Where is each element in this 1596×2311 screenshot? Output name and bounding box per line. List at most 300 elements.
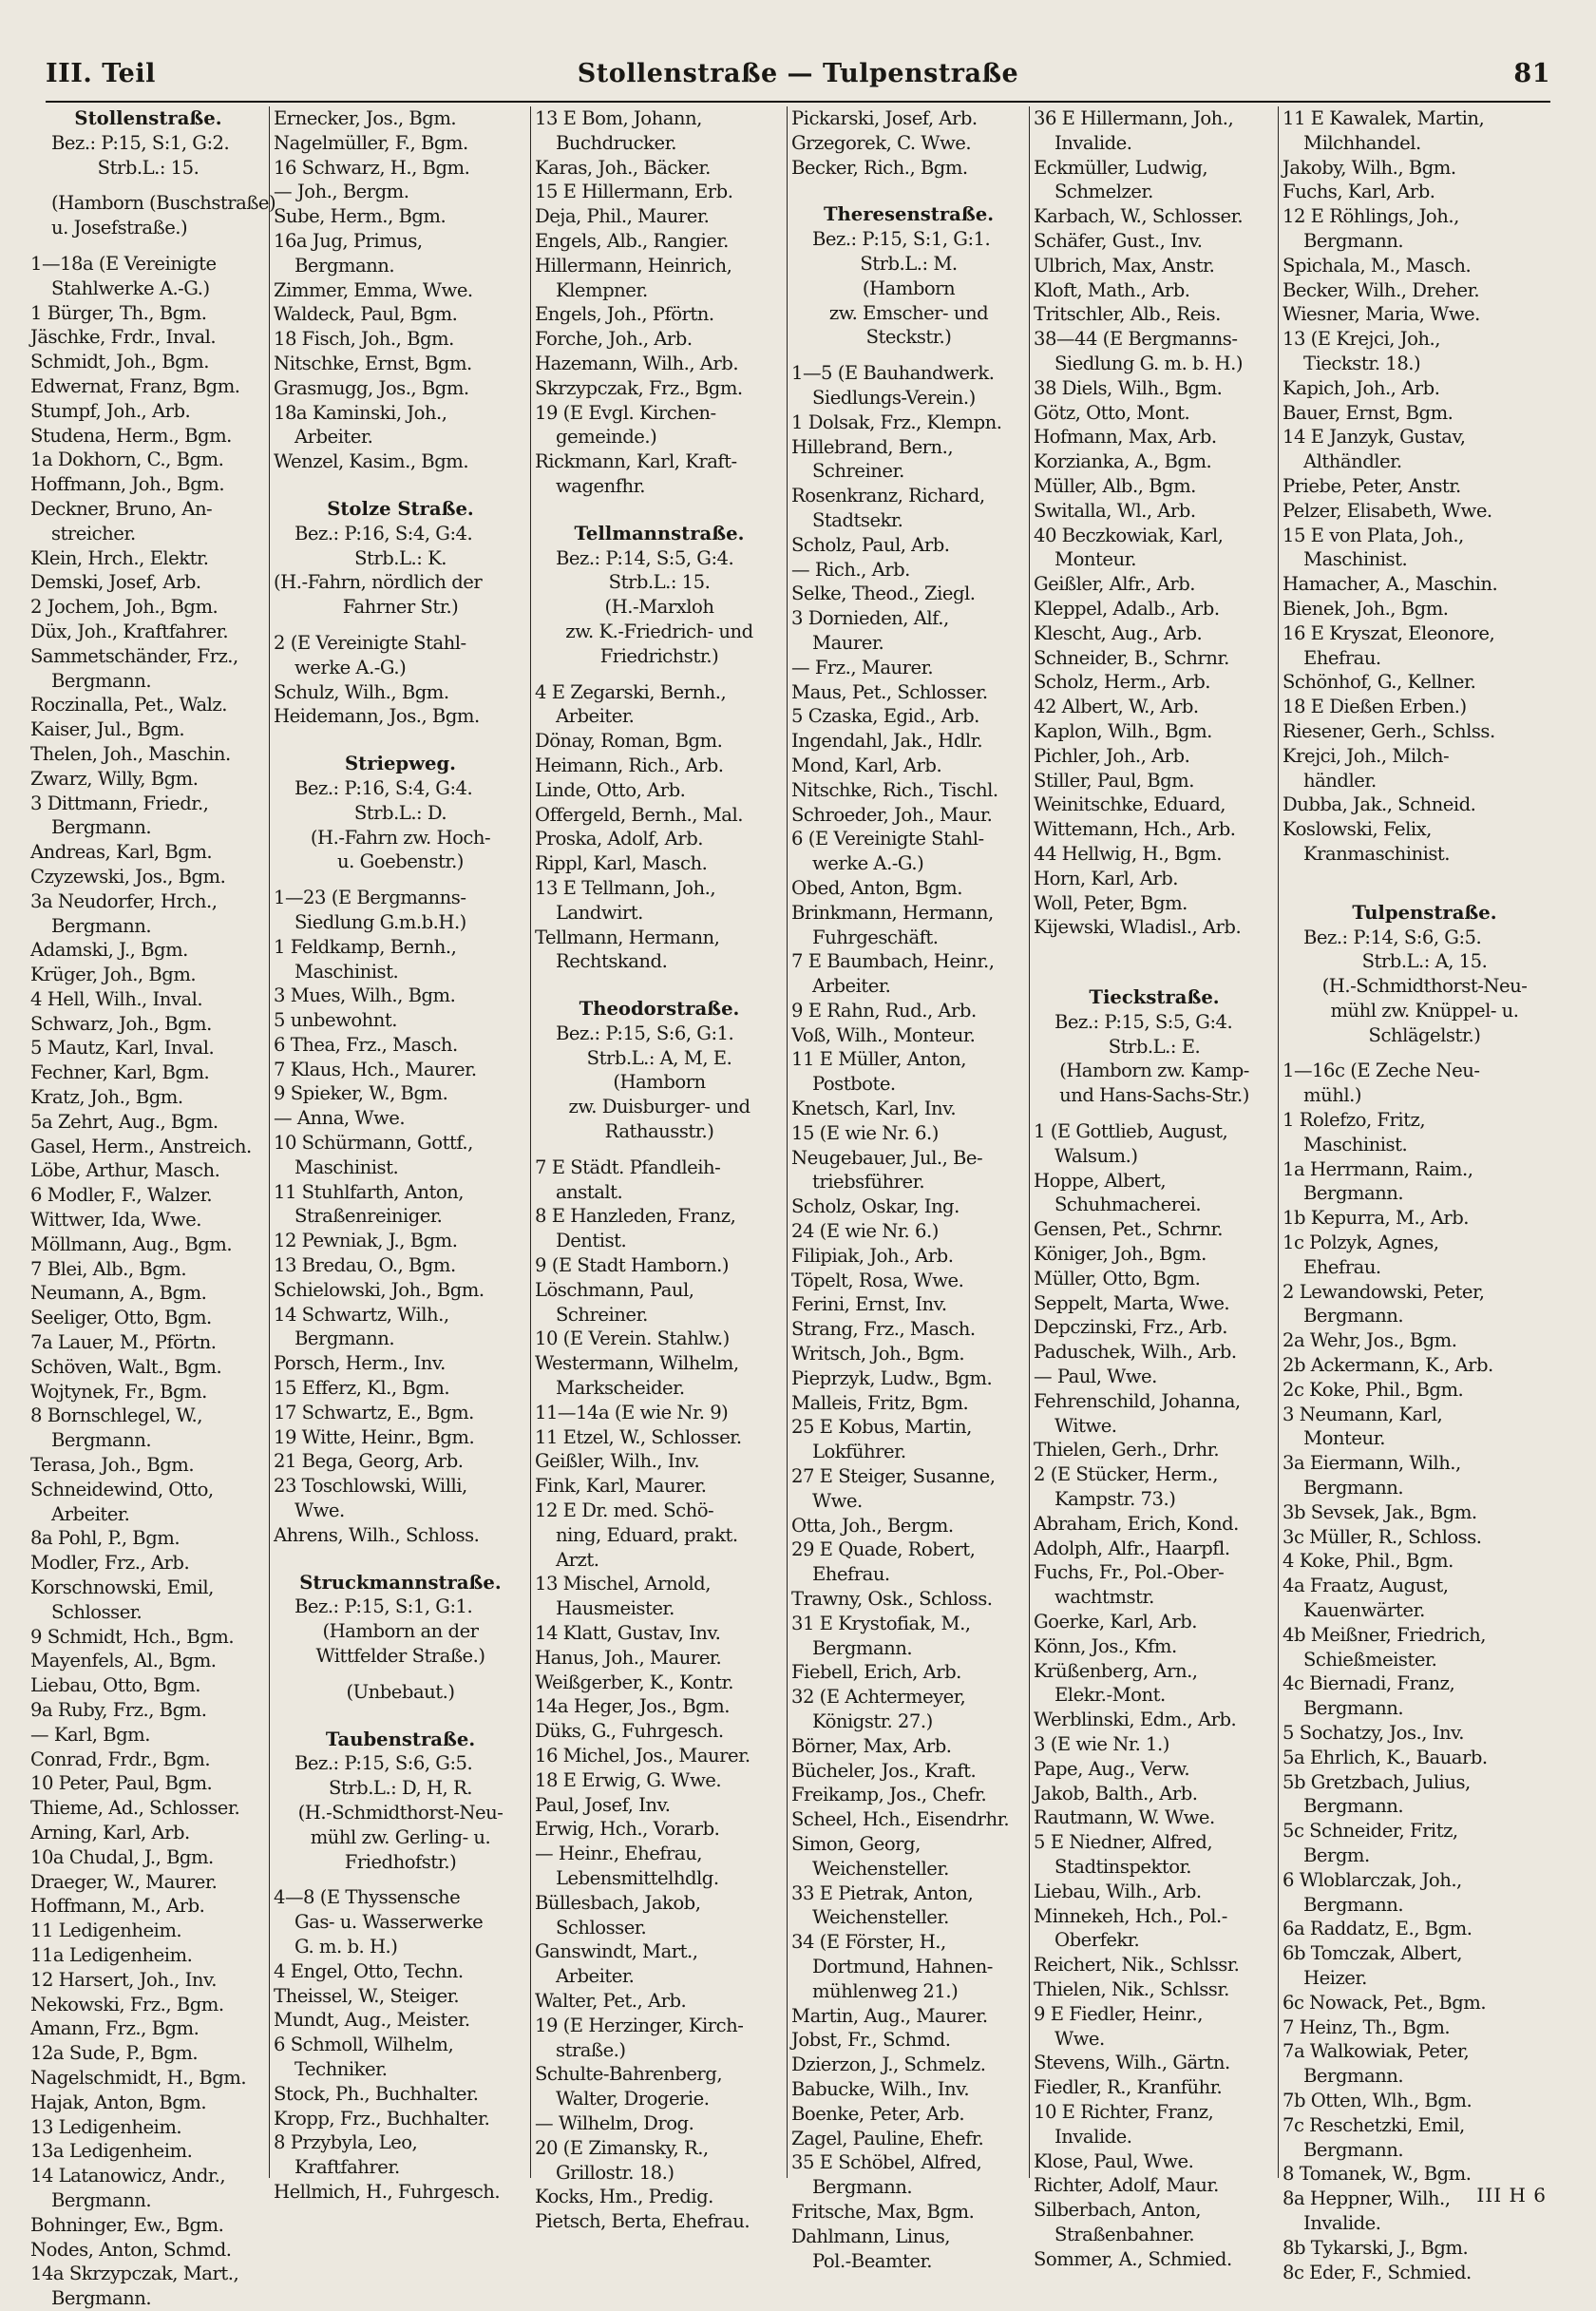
spacer xyxy=(1282,878,1567,889)
entry-line: 8 Bornschlegel, W., xyxy=(30,1404,202,1427)
spacer xyxy=(1034,951,1275,963)
entry-line: 9a Ruby, Frz., Bgm. xyxy=(30,1699,207,1721)
entry-line: Bez.: P:15, S:6, G:1. xyxy=(556,1022,734,1044)
entry-line: Forche, Joh., Arb. xyxy=(535,328,693,351)
page-header xyxy=(46,57,1550,99)
entry-line: 1—5 (E Bauhandwerk. xyxy=(791,362,995,385)
entry-line: Schöven, Walt., Bgm. xyxy=(30,1355,222,1378)
entry-line: 25 E Kobus, Martin, xyxy=(791,1416,972,1439)
entry-line: Depczinski, Frz., Arb. xyxy=(1034,1316,1227,1339)
entry-line: (H.-Fahrn zw. Hoch- xyxy=(310,826,491,849)
entry-line: zw. Emscher- und xyxy=(828,301,989,324)
entry-line: Hoppe, Albert, xyxy=(1034,1169,1167,1192)
entry-line: Löbe, Arthur, Masch. xyxy=(30,1159,220,1182)
entry-line: 1a Herrmann, Raim., xyxy=(1282,1157,1473,1180)
entry-line: Ferini, Ernst, Inv. xyxy=(791,1293,947,1316)
entry-line: 13 Bredau, O., Bgm. xyxy=(274,1254,456,1277)
entry-line: Bez.: P:16, S:4, G:4. xyxy=(294,522,473,544)
entry-line: (Hamborn xyxy=(862,277,956,299)
entry-line: werke A.-G.) xyxy=(294,656,407,678)
entry-line: Wwe. xyxy=(1054,2027,1105,2050)
entry-line: Schlosser. xyxy=(556,1916,647,1939)
entry-line: 5a Zehrt, Aug., Bgm. xyxy=(30,1110,218,1133)
entry-line: Reichert, Nik., Schlssr. xyxy=(1034,1954,1240,1977)
entry-line: Adamski, J., Bgm. xyxy=(30,939,188,962)
entry-line: 4 Engel, Otto, Techn. xyxy=(274,1959,464,1982)
entry-line: 12 Harsert, Joh., Inv. xyxy=(30,1968,217,1991)
entry-line: Kranmaschinist. xyxy=(1303,842,1451,865)
entry-line: 9 E Fiedler, Heinr., xyxy=(1034,2002,1203,2025)
entry-line: Karbach, W., Schlosser. xyxy=(1034,205,1244,228)
entry-line: Ahrens, Wilh., Schloss. xyxy=(274,1523,480,1546)
entry-line: Strb.L.: D, H, R. xyxy=(329,1777,472,1800)
entry-line: Filipiak, Joh., Arb. xyxy=(791,1244,954,1267)
entry-line: — Karl, Bgm. xyxy=(30,1723,150,1746)
entry-line: Maurer. xyxy=(812,631,884,654)
entry-line: Wenzel, Kasim., Bgm. xyxy=(274,450,469,473)
entry-line: Roczinalla, Pet., Walz. xyxy=(30,694,227,716)
entry-line: u. Goebenstr.) xyxy=(337,850,464,873)
entry-line: Weichensteller. xyxy=(812,1906,949,1929)
entry-line: Selke, Theod., Ziegl. xyxy=(791,583,976,605)
entry-line: 20 (E Zimansky, R., xyxy=(535,2136,709,2159)
entry-line: Linde, Otto, Arb. xyxy=(535,778,686,801)
entry-line: Babucke, Wilh., Inv. xyxy=(791,2077,970,2100)
entry-line: Bohninger, Ew., Bgm. xyxy=(30,2213,224,2236)
entry-line: 11 E Müller, Anton, xyxy=(791,1048,966,1071)
entry-line: 2 (E Vereinigte Stahl- xyxy=(274,631,466,654)
entry-line: Simon, Georg, xyxy=(791,1832,921,1855)
entry-line: 4 Hell, Wilh., Inval. xyxy=(30,987,203,1010)
entry-line: 44 Hellwig, H., Bgm. xyxy=(1034,842,1222,865)
entry-line: Arbeiter. xyxy=(51,1502,130,1525)
entry-line: Bergmann. xyxy=(1303,1697,1404,1720)
entry-line: 7a Lauer, M., Pförtn. xyxy=(30,1331,217,1354)
entry-line: Scheel, Hch., Eisendrhr. xyxy=(791,1808,1010,1831)
entry-line: 6b Tomczak, Albert, xyxy=(1282,1942,1462,1965)
entry-line: 2 Jochem, Joh., Bgm. xyxy=(30,596,218,619)
entry-line: Riesener, Gerh., Schlss. xyxy=(1282,719,1495,742)
entry-line: 3 Dittmann, Friedr., xyxy=(30,792,209,814)
entry-line: — Rich., Arb. xyxy=(791,558,910,581)
entry-line: Wittwer, Ida, Wwe. xyxy=(30,1209,202,1232)
entry-line: Friedrichstr.) xyxy=(599,644,719,667)
entry-line: — Anna, Wwe. xyxy=(274,1107,406,1130)
entry-line: Sommer, A., Schmied. xyxy=(1034,2247,1232,2270)
entry-line: Bergmann. xyxy=(1303,2138,1404,2161)
entry-line: Krüger, Joh., Bgm. xyxy=(30,964,197,986)
street-heading: Tieckstraße. xyxy=(1089,986,1220,1009)
entry-line: Arbeiter. xyxy=(812,975,891,998)
entry-line: Bez.: P:16, S:4, G:4. xyxy=(294,776,473,799)
entry-line: Nitschke, Ernst, Bgm. xyxy=(274,352,472,374)
entry-line: 2 Lewandowski, Peter, xyxy=(1282,1280,1485,1303)
entry-line: 1 Bürger, Th., Bgm. xyxy=(30,301,207,324)
street-heading: Theodorstraße. xyxy=(579,998,740,1021)
entry-line: Jakoby, Wilh., Bgm. xyxy=(1282,156,1456,179)
entry-line: Studena, Herm., Bgm. xyxy=(30,424,232,447)
entry-line: Silberbach, Anton, xyxy=(1034,2199,1202,2222)
entry-line: 16 Michel, Jos., Maurer. xyxy=(535,1745,750,1767)
entry-line: Witwe. xyxy=(1054,1414,1117,1437)
entry-line: Maschinist. xyxy=(1303,1133,1408,1156)
entry-line: Walter, Pet., Arb. xyxy=(535,1989,687,2012)
entry-line: mühl.) xyxy=(1303,1084,1361,1107)
entry-line: Nekowski, Frz., Bgm. xyxy=(30,1993,224,2015)
entry-line: Strb.L.: A, M, E. xyxy=(586,1046,732,1069)
entry-line: Schielowski, Joh., Bgm. xyxy=(274,1278,484,1301)
entry-line: Sammetschänder, Frz., xyxy=(30,644,238,667)
entry-line: Zagel, Pauline, Ehefr. xyxy=(791,2127,984,2149)
entry-line: Strb.L.: 15. xyxy=(608,571,711,594)
entry-line: (Hamborn zw. Kamp- xyxy=(1059,1060,1249,1082)
spacer xyxy=(274,874,527,886)
entry-line: (Hamborn xyxy=(613,1071,706,1094)
entry-line: Bez.: P:15, S:5, G:4. xyxy=(1054,1010,1233,1033)
entry-line: — Wilhelm, Drog. xyxy=(535,2111,694,2134)
entry-line: Hajak, Anton, Bgm. xyxy=(30,2091,207,2113)
entry-line: Fahrner Str.) xyxy=(342,596,459,619)
entry-line: Straßenreiniger. xyxy=(294,1205,443,1228)
entry-line: Bienek, Joh., Bgm. xyxy=(1282,597,1449,620)
entry-line: — Paul, Wwe. xyxy=(1034,1366,1157,1388)
entry-line: Börner, Max, Arb. xyxy=(791,1734,952,1757)
entry-line: Stadtinspektor. xyxy=(1054,1855,1191,1878)
entry-line: Lokführer. xyxy=(812,1441,906,1463)
spacer xyxy=(274,729,527,740)
entry-line: gemeinde.) xyxy=(556,426,657,449)
entry-line: Horn, Karl, Arb. xyxy=(1034,867,1179,889)
entry-line: 14a Skrzypczak, Mart., xyxy=(30,2263,239,2285)
entry-line: Bergmann. xyxy=(294,1327,395,1350)
entry-line: Löschmann, Paul, xyxy=(535,1278,694,1301)
entry-line: Seppelt, Marta, Wwe. xyxy=(1034,1291,1230,1314)
entry-line: 17 Schwartz, E., Bgm. xyxy=(274,1401,474,1423)
directory-column xyxy=(1029,106,1278,2270)
entry-line: und Hans-Sachs-Str.) xyxy=(1059,1084,1249,1107)
spacer xyxy=(274,620,527,631)
entry-line: 7b Otten, Wlh., Bgm. xyxy=(1282,2089,1472,2111)
entry-line: 5a Ehrlich, K., Bauarb. xyxy=(1282,1746,1488,1768)
entry-line: Rathausstr.) xyxy=(604,1120,714,1143)
entry-line: 6 Modler, F., Walzer. xyxy=(30,1184,213,1207)
entry-line: Möllmann, Aug., Bgm. xyxy=(30,1232,233,1255)
entry-line: Bergmann. xyxy=(1303,2065,1404,2088)
entry-line: Bergmann. xyxy=(812,1636,913,1659)
entry-line: Rechtskand. xyxy=(556,950,668,973)
street-heading: Striepweg. xyxy=(345,753,456,775)
entry-line: 13 Mischel, Arnold, xyxy=(535,1573,711,1595)
spacer xyxy=(274,740,527,752)
entry-line: Scholz, Paul, Arb. xyxy=(791,533,950,556)
spacer xyxy=(274,486,527,497)
entry-line: — Heinr., Ehefrau, xyxy=(535,1843,702,1865)
entry-line: 3c Müller, R., Schloss. xyxy=(1282,1525,1482,1548)
entry-line: Gensen, Pet., Schrnr. xyxy=(1034,1218,1223,1241)
entry-line: Kloft, Math., Arb. xyxy=(1034,278,1190,301)
entry-line: Draeger, W., Maurer. xyxy=(30,1870,218,1893)
entry-line: 3 Dornieden, Alf., xyxy=(791,607,949,630)
entry-line: 7 E Baumbach, Heinr., xyxy=(791,950,995,973)
entry-line: 18a Kaminski, Joh., xyxy=(274,401,447,424)
entry-line: Müller, Alb., Bgm. xyxy=(1034,474,1196,497)
entry-line: Bergmann. xyxy=(1303,1795,1404,1818)
entry-line: Düx, Joh., Kraftfahrer. xyxy=(30,620,229,642)
street-heading: Tellmannstraße. xyxy=(574,522,745,544)
entry-line: (Hamborn (Buschstraße) xyxy=(51,192,276,215)
entry-line: Hellmich, H., Fuhrgesch. xyxy=(274,2180,501,2203)
entry-line: Becker, Rich., Bgm. xyxy=(791,156,968,179)
spacer xyxy=(1034,940,1275,951)
entry-line: Pieprzyk, Ludw., Bgm. xyxy=(791,1366,993,1389)
entry-line: 7 Klaus, Hch., Maurer. xyxy=(274,1058,477,1080)
entry-line: Writsch, Joh., Bgm. xyxy=(791,1343,965,1366)
spacer xyxy=(1282,867,1567,878)
entry-line: (H.-Schmidthorst-Neu- xyxy=(297,1802,504,1824)
entry-line: 8b Tykarski, J., Bgm. xyxy=(1282,2236,1469,2259)
entry-line: Stiller, Paul, Bgm. xyxy=(1034,769,1194,792)
entry-line: Scholz, Herm., Arb. xyxy=(1034,671,1210,694)
entry-line: Bergmann. xyxy=(1303,1182,1404,1205)
entry-line: 10 Schürmann, Gottf., xyxy=(274,1132,473,1155)
entry-line: Schießmeister. xyxy=(1303,1648,1437,1671)
entry-line: Bergmann. xyxy=(51,669,152,692)
entry-line: Monteur. xyxy=(1054,548,1137,571)
entry-line: Geißler, Alfr., Arb. xyxy=(1034,573,1195,596)
entry-line: Bergmann. xyxy=(1303,1893,1404,1916)
directory-column xyxy=(27,106,276,2310)
entry-line: Schreiner. xyxy=(556,1303,648,1326)
entry-line: Tritschler, Alb., Reis. xyxy=(1034,303,1221,326)
entry-line: Rautmann, W. Wwe. xyxy=(1034,1806,1215,1829)
entry-line: Schlosser. xyxy=(51,1600,142,1623)
entry-line: 4b Meißner, Friedrich, xyxy=(1282,1623,1486,1646)
entry-line: 7 Blei, Alb., Bgm. xyxy=(30,1257,187,1280)
entry-line: Grzegorek, C. Wwe. xyxy=(791,131,972,154)
entry-line: 29 E Quade, Robert, xyxy=(791,1538,976,1561)
entry-line: 21 Bega, Georg, Arb. xyxy=(274,1450,464,1473)
entry-line: Grillostr. 18.) xyxy=(556,2161,674,2184)
entry-line: Terasa, Joh., Bgm. xyxy=(30,1454,195,1477)
entry-line: Eckmüller, Ludwig, xyxy=(1034,156,1208,179)
entry-line: Siedlung G.m.b.H.) xyxy=(294,910,466,933)
entry-line: Dzierzon, J., Schmelz. xyxy=(791,2053,986,2076)
entry-line: 12 Pewniak, J., Bgm. xyxy=(274,1230,458,1252)
entry-line: Wwe. xyxy=(294,1499,345,1522)
entry-line: Gasel, Herm., Anstreich. xyxy=(30,1135,252,1157)
entry-line: Strb.L.: M. xyxy=(860,252,958,275)
entry-line: Kocks, Hm., Predig. xyxy=(535,2186,713,2208)
entry-line: Nagelmüller, F., Bgm. xyxy=(274,131,468,154)
entry-line: mühl zw. Knüppel- u. xyxy=(1330,999,1519,1022)
street-heading: Tulpenstraße. xyxy=(1352,901,1497,924)
entry-line: Pickarski, Josef, Arb. xyxy=(791,107,978,129)
entry-line: mühlenweg 21.) xyxy=(812,1979,959,2002)
entry-line: Schneidewind, Otto, xyxy=(30,1478,214,1500)
spacer xyxy=(791,180,1026,191)
entry-line: Brinkmann, Hermann, xyxy=(791,901,994,924)
entry-line: 15 Efferz, Kl., Bgm. xyxy=(274,1377,450,1400)
entry-line: Ganswindt, Mart., xyxy=(535,1940,698,1963)
entry-line: Bergmann. xyxy=(1303,229,1404,252)
entry-line: 2c Koke, Phil., Bgm. xyxy=(1282,1378,1464,1401)
entry-line: Bergmann. xyxy=(812,2176,913,2199)
entry-line: Bergm. xyxy=(1303,1843,1370,1866)
entry-line: Weißgerber, K., Kontr. xyxy=(535,1671,733,1693)
entry-line: Woll, Peter, Bgm. xyxy=(1034,891,1188,914)
entry-line: 13a Ledigenheim. xyxy=(30,2140,193,2163)
entry-line: Zimmer, Emma, Wwe. xyxy=(274,278,473,301)
entry-line: 6 Schmoll, Wilhelm, xyxy=(274,2034,454,2056)
entry-line: 12 E Röhlings, Joh., xyxy=(1282,205,1459,228)
entry-line: 38 Diels, Wilh., Bgm. xyxy=(1034,376,1223,399)
spacer xyxy=(1282,889,1567,901)
entry-line: 9 E Rahn, Rud., Arb. xyxy=(791,999,977,1022)
entry-line: Nodes, Anton, Schmd. xyxy=(30,2238,232,2261)
entry-line: Tieckstr. 18.) xyxy=(1303,352,1421,374)
spacer xyxy=(1034,963,1275,974)
entry-line: 8 Tomanek, W., Bgm. xyxy=(1282,2163,1472,2186)
spacer xyxy=(274,1705,527,1716)
entry-line: Minnekeh, Hch., Pol.- xyxy=(1034,1904,1227,1927)
entry-line: Trawny, Osk., Schloss. xyxy=(791,1588,993,1611)
entry-line: Thelen, Joh., Maschin. xyxy=(30,742,231,765)
entry-line: Arbeiter. xyxy=(556,1965,635,1988)
entry-line: Freikamp, Jos., Chefr. xyxy=(791,1784,987,1806)
entry-line: Ehefrau. xyxy=(1303,646,1381,669)
entry-line: 10a Chudal, J., Bgm. xyxy=(30,1845,214,1868)
entry-line: Skrzypczak, Frz., Bgm. xyxy=(535,376,743,399)
entry-line: 1—18a (E Vereinigte xyxy=(30,252,217,275)
entry-line: Rippl, Karl, Masch. xyxy=(535,852,708,875)
entry-line: Fuchs, Fr., Pol.-Ober- xyxy=(1034,1561,1225,1584)
entry-line: Fink, Karl, Maurer. xyxy=(535,1475,707,1498)
entry-line: 11 Ledigenheim. xyxy=(30,1919,182,1942)
entry-line: 5 unbewohnt. xyxy=(274,1009,397,1032)
entry-line: 24 (E wie Nr. 6.) xyxy=(791,1220,939,1243)
entry-line: 3b Sevsek, Jak., Bgm. xyxy=(1282,1500,1477,1523)
entry-line: 11a Ledigenheim. xyxy=(30,1943,193,1966)
entry-line: Lebensmittelhdlg. xyxy=(556,1866,719,1889)
entry-line: Bauer, Ernst, Bgm. xyxy=(1282,401,1454,424)
entry-line: Werblinski, Edm., Arb. xyxy=(1034,1709,1237,1731)
entry-line: anstalt. xyxy=(556,1180,623,1203)
entry-line: Engels, Joh., Pförtn. xyxy=(535,303,714,326)
entry-line: zw. Duisburger- und xyxy=(568,1096,750,1118)
entry-line: Hoffmann, Joh., Bgm. xyxy=(30,473,225,496)
entry-line: 10 (E Verein. Stahlw.) xyxy=(535,1327,730,1350)
entry-line: 8c Eder, F., Schmied. xyxy=(1282,2261,1472,2283)
entry-line: 8a Pohl, P., Bgm. xyxy=(30,1527,180,1550)
entry-line: Czyzewski, Jos., Bgm. xyxy=(30,865,226,888)
footer-signature: III H 6 xyxy=(1476,2184,1547,2206)
entry-line: Buchdrucker. xyxy=(556,131,677,154)
entry-line: Postbote. xyxy=(812,1073,896,1096)
entry-line: Stahlwerke A.-G.) xyxy=(51,277,210,299)
entry-line: Ernecker, Jos., Bgm. xyxy=(274,107,457,129)
entry-line: Pape, Aug., Verw. xyxy=(1034,1757,1190,1780)
entry-line: Thieme, Ad., Schlosser. xyxy=(30,1797,240,1820)
entry-line: Hamacher, A., Maschin. xyxy=(1282,573,1498,596)
spacer xyxy=(791,350,1026,361)
entry-line: Dönay, Roman, Bgm. xyxy=(535,730,723,753)
entry-line: 9 Schmidt, Hch., Bgm. xyxy=(30,1625,235,1648)
entry-line: 23 Toschlowski, Willi, xyxy=(274,1475,467,1498)
entry-line: 4 E Zegarski, Bernh., xyxy=(535,680,727,703)
entry-line: Althändler. xyxy=(1303,450,1402,473)
entry-line: 3 Mues, Wilh., Bgm. xyxy=(274,984,456,1007)
entry-line: Schlägelstr.) xyxy=(1368,1023,1481,1046)
entry-line: 14 E Janzyk, Gustav, xyxy=(1282,426,1466,449)
entry-line: Schulte-Bahrenberg, xyxy=(535,2063,723,2086)
entry-line: Malleis, Fritz, Bgm. xyxy=(791,1391,969,1414)
entry-line: 4a Fraatz, August, xyxy=(1282,1575,1449,1597)
entry-line: 11 E Kawalek, Martin, xyxy=(1282,107,1485,129)
entry-line: 36 E Hillermann, Joh., xyxy=(1034,107,1234,129)
entry-line: 1a Dokhorn, C., Bgm. xyxy=(30,449,224,471)
entry-line: Modler, Frz., Arb. xyxy=(30,1552,190,1575)
entry-line: 11—14a (E wie Nr. 9) xyxy=(535,1401,729,1423)
entry-line: Elekr.-Mont. xyxy=(1054,1684,1166,1707)
entry-line: Walter, Drogerie. xyxy=(556,2088,710,2110)
entry-line: 8a Heppner, Wilh., xyxy=(1282,2187,1451,2210)
entry-line: Strang, Frz., Masch. xyxy=(791,1318,976,1341)
entry-line: Friedhofstr.) xyxy=(344,1850,457,1873)
entry-line: 6c Nowack, Pet., Bgm. xyxy=(1282,1991,1487,2014)
entry-line: Jäschke, Frdr., Inval. xyxy=(30,326,217,349)
entry-line: 1—23 (E Bergmanns- xyxy=(274,887,466,909)
entry-line: Arbeiter. xyxy=(294,426,373,449)
entry-line: Maschinist. xyxy=(1303,548,1408,571)
entry-line: Kropp, Frz., Buchhalter. xyxy=(274,2107,490,2130)
entry-line: Priebe, Peter, Anstr. xyxy=(1282,474,1461,497)
street-heading: Struckmannstraße. xyxy=(299,1571,502,1594)
entry-line: Schneider, B., Schrnr. xyxy=(1034,646,1229,669)
entry-line: (Unbebaut.) xyxy=(346,1680,455,1703)
entry-line: 8 E Hanzleden, Franz, xyxy=(535,1205,736,1228)
entry-line: 40 Beczkowiak, Karl, xyxy=(1034,524,1224,546)
entry-line: 14 Schwartz, Wilh., xyxy=(274,1303,449,1326)
entry-line: 4 Koke, Phil., Bgm. xyxy=(1282,1550,1454,1573)
entry-line: 1 Feldkamp, Bernh., xyxy=(274,935,457,958)
entry-line: (H.-Fahrn, nördlich der xyxy=(274,571,483,594)
entry-line: Arzt. xyxy=(556,1548,599,1571)
entry-line: Thielen, Gerh., Drhr. xyxy=(1034,1439,1220,1461)
entry-line: 6 Wloblarczak, Joh., xyxy=(1282,1868,1462,1891)
entry-line: Stevens, Wilh., Gärtn. xyxy=(1034,2052,1230,2074)
entry-line: Strb.L.: D. xyxy=(353,801,447,824)
entry-line: 1 Rolefzo, Fritz, xyxy=(1282,1109,1426,1132)
entry-line: Fuchs, Karl, Arb. xyxy=(1282,181,1435,203)
entry-line: Abraham, Erich, Kond. xyxy=(1034,1512,1239,1535)
spacer xyxy=(791,191,1026,202)
entry-line: händler. xyxy=(1303,769,1377,792)
entry-line: 3 Neumann, Karl, xyxy=(1282,1403,1443,1425)
entry-line: 6a Raddatz, E., Bgm. xyxy=(1282,1918,1472,1940)
entry-line: (H.-Marxloh xyxy=(604,596,714,619)
entry-line: Techniker. xyxy=(294,2057,388,2080)
street-heading: Taubenstraße. xyxy=(325,1728,476,1750)
entry-line: Pietsch, Berta, Ehefrau. xyxy=(535,2210,750,2233)
entry-line: 6 Thea, Frz., Masch. xyxy=(274,1033,458,1056)
spacer xyxy=(535,985,784,997)
spacer xyxy=(274,1559,527,1571)
entry-line: Strb.L.: 15. xyxy=(97,156,200,179)
entry-line: Deckner, Bruno, An- xyxy=(30,497,213,520)
entry-line: Jakob, Balth., Arb. xyxy=(1034,1782,1198,1805)
entry-line: Ulbrich, Max, Anstr. xyxy=(1034,254,1215,277)
entry-line: 11 Etzel, W., Schlosser. xyxy=(535,1425,742,1448)
